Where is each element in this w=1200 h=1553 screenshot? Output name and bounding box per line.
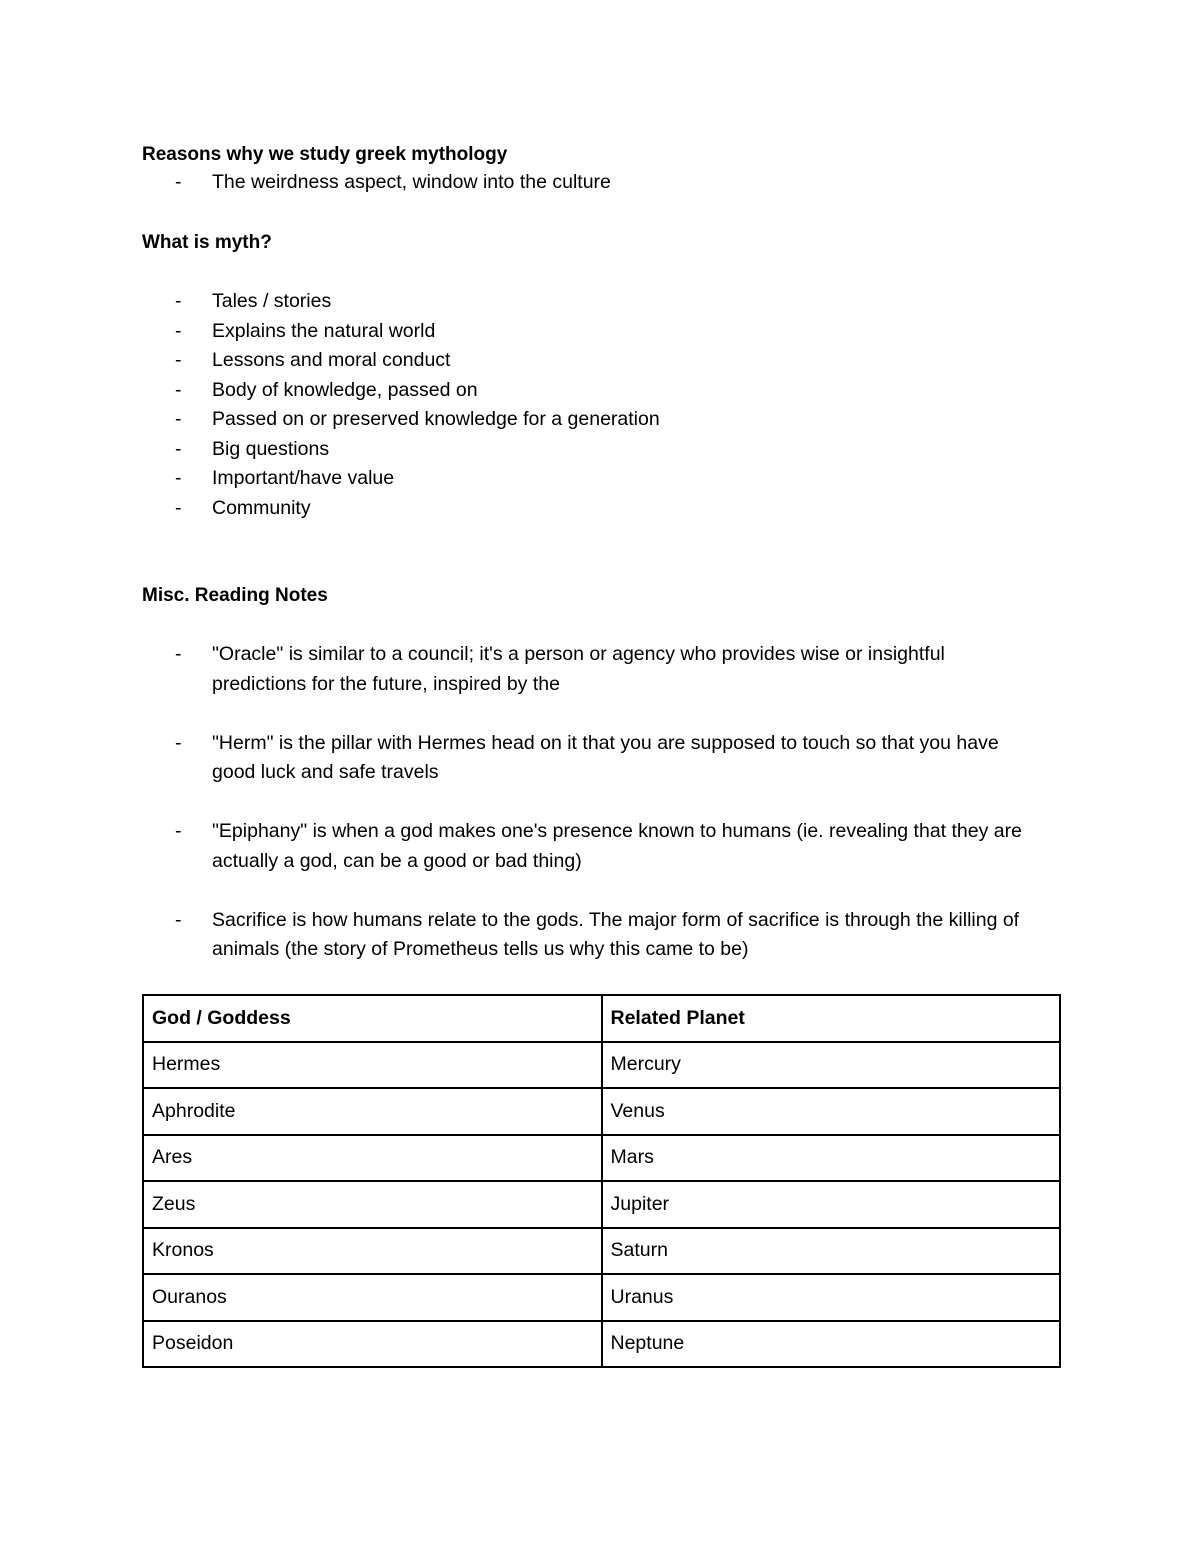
list-item (142, 729, 1042, 788)
list-item-text: Explains the natural world (212, 319, 436, 342)
list-item-text: Passed on or preserved knowledge for a generation (212, 408, 660, 430)
god-cell: Ares (143, 1135, 602, 1182)
bullet-dash: - (175, 319, 182, 342)
table-row (143, 1321, 1060, 1368)
bullet-dash: - (175, 731, 182, 754)
list-item-text: "Oracle" is similar to a council; it's a person or agency who provides wise or insightful predictions for the future, inspired by the (212, 643, 945, 695)
planet-cell: Saturn (602, 1228, 1061, 1275)
planet-cell: Jupiter (602, 1181, 1061, 1228)
column-header-planet: Related Planet (602, 995, 1061, 1042)
list-item-text: Lessons and moral conduct (212, 349, 451, 371)
list-item-text: The weirdness aspect, window into the culture (212, 171, 611, 193)
table-header-row (143, 995, 1060, 1042)
bullet-dash: - (175, 171, 182, 193)
list-item (142, 376, 1042, 406)
bullet-dash: - (175, 408, 182, 430)
list-item-text: Community (212, 496, 311, 519)
table-row (143, 1228, 1060, 1275)
list-item (142, 640, 1042, 699)
list-item-text: Body of knowledge, passed on (212, 378, 478, 401)
myth-list (142, 287, 1042, 523)
column-header-god: God / Goddess (143, 995, 602, 1042)
reading-notes-list (142, 640, 1042, 965)
list-item-text: Big questions (212, 437, 330, 460)
list-item (142, 906, 1042, 965)
list-item (142, 435, 1042, 465)
god-cell: Hermes (143, 1042, 602, 1089)
reasons-list (142, 168, 1042, 198)
table-row (143, 1274, 1060, 1321)
bullet-dash: - (175, 437, 182, 460)
gods-planets-table (142, 994, 1061, 1368)
table-row (143, 1088, 1060, 1135)
planet-cell: Neptune (602, 1321, 1061, 1368)
planet-cell: Venus (602, 1088, 1061, 1135)
table-row (143, 1042, 1060, 1089)
god-cell: Kronos (143, 1228, 602, 1275)
heading-reading-notes: Misc. Reading Notes (142, 585, 328, 606)
list-item-text: Tales / stories (212, 290, 332, 312)
bullet-dash: - (175, 378, 182, 401)
god-cell: Ouranos (143, 1274, 602, 1321)
bullet-dash: - (175, 467, 182, 489)
planet-cell: Mars (602, 1135, 1061, 1182)
list-item (142, 168, 1042, 198)
list-item-text: Important/have value (212, 467, 395, 489)
heading-reasons: Reasons why we study greek mythology (142, 144, 508, 165)
bullet-dash: - (175, 908, 182, 931)
table-row (143, 1181, 1060, 1228)
god-cell: Aphrodite (143, 1088, 602, 1135)
god-cell: Zeus (143, 1181, 602, 1228)
list-item (142, 287, 1042, 317)
list-item (142, 405, 1042, 435)
bullet-dash: - (175, 643, 182, 665)
heading-what-is-myth: What is myth? (142, 232, 272, 253)
bullet-dash: - (175, 820, 182, 842)
bullet-dash: - (175, 496, 182, 519)
table-row (143, 1135, 1060, 1182)
list-item (142, 494, 1042, 524)
planet-cell: Mercury (602, 1042, 1061, 1089)
list-item (142, 346, 1042, 376)
list-item (142, 317, 1042, 347)
list-item-text: "Epiphany" is when a god makes one's presence known to humans (ie. revealing that they are actually a god, can be a good or bad thing) (212, 820, 1022, 872)
bullet-dash: - (175, 349, 182, 371)
list-item (142, 817, 1042, 876)
list-item-text: "Herm" is the pillar with Hermes head on it that you are supposed to touch so that you have good luck and safe travels (212, 731, 999, 783)
list-item (142, 464, 1042, 494)
planet-cell: Uranus (602, 1274, 1061, 1321)
god-cell: Poseidon (143, 1321, 602, 1368)
list-item-text: Sacrifice is how humans relate to the gods. The major form of sacrifice is through the killing of animals (the story of Prometheus tells us why this came to be) (212, 908, 1020, 960)
bullet-dash: - (175, 290, 182, 312)
